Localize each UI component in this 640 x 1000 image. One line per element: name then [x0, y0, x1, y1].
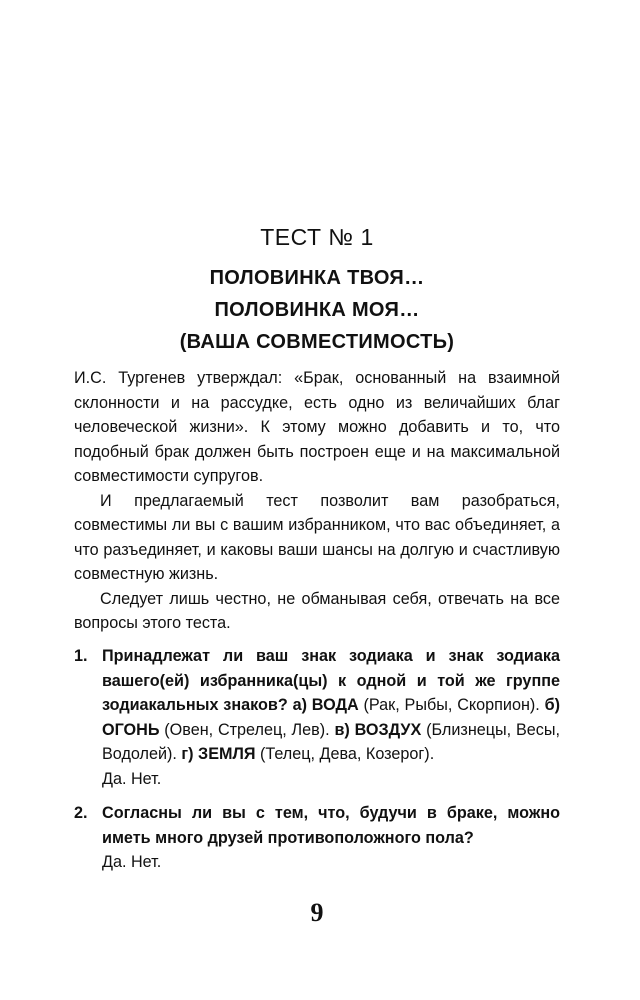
test-title [74, 262, 560, 358]
intro-text [74, 366, 560, 636]
option-c-label: в) ВОЗДУХ [334, 720, 422, 739]
question-number: 1. [74, 647, 88, 665]
title-line-3: (ВАША СОВМЕСТИМОСТЬ) [179, 331, 455, 353]
option-a-label: ВОДА [311, 696, 359, 714]
option-d-label: г) ЗЕМЛЯ [181, 745, 256, 763]
option-c-items: (Близнецы, Весы, Водолей). [102, 720, 561, 763]
option-a-items: (Рак, Рыбы, Скорпион). [358, 696, 545, 714]
option-b-items: (Овен, Стрелец, Лев). [159, 720, 335, 739]
test-number: ТЕСТ № 1 [260, 224, 374, 250]
intro-paragraph: И.С. Тургенев утверждал: «Брак, основанный на взаимной склонности и на рассудке, есть одно из величайших благ человеческой жизни». К этому можно добавить и то, что подобный брак должен быть построен еще и на максимальной совместимости супругов. [74, 369, 560, 485]
question-answer: Да. Нет. [102, 853, 162, 871]
intro-paragraph: И предлагаемый тест позволит вам разобраться, совместимы ли вы с вашим избранником, что вас объединяет, а что разъединяет, и каковы ваши шансы на долгую и счастливую совместную жизнь. [74, 491, 560, 583]
question-number: 2. [74, 804, 88, 822]
question-item [74, 801, 560, 875]
intro-paragraph: Следует лишь честно, не обманывая себя, отвечать на все вопросы этого теста. [74, 589, 560, 632]
question-text [102, 644, 560, 767]
question-item [74, 644, 560, 791]
page-number: 9 [310, 898, 324, 927]
title-line-1: ПОЛОВИНКА ТВОЯ… [209, 267, 425, 289]
book-page [74, 0, 560, 1000]
question-text: Согласны ли вы с тем, что, будучи в браке, можно иметь много друзей противоположного пола? [102, 804, 560, 847]
question-list [74, 644, 560, 885]
question-intro: Принадлежат ли ваш знак зодиака и знак зодиака вашего(ей) избранника(цы) к одной и той же группе зодиакальных знаков? а) [102, 647, 560, 714]
question-answer: Да. Нет. [102, 769, 162, 788]
title-line-2: ПОЛОВИНКА МОЯ… [214, 299, 420, 321]
option-b-label: б) ОГОНЬ [102, 696, 560, 739]
option-d-items: (Телец, Дева, Козерог). [255, 745, 435, 763]
